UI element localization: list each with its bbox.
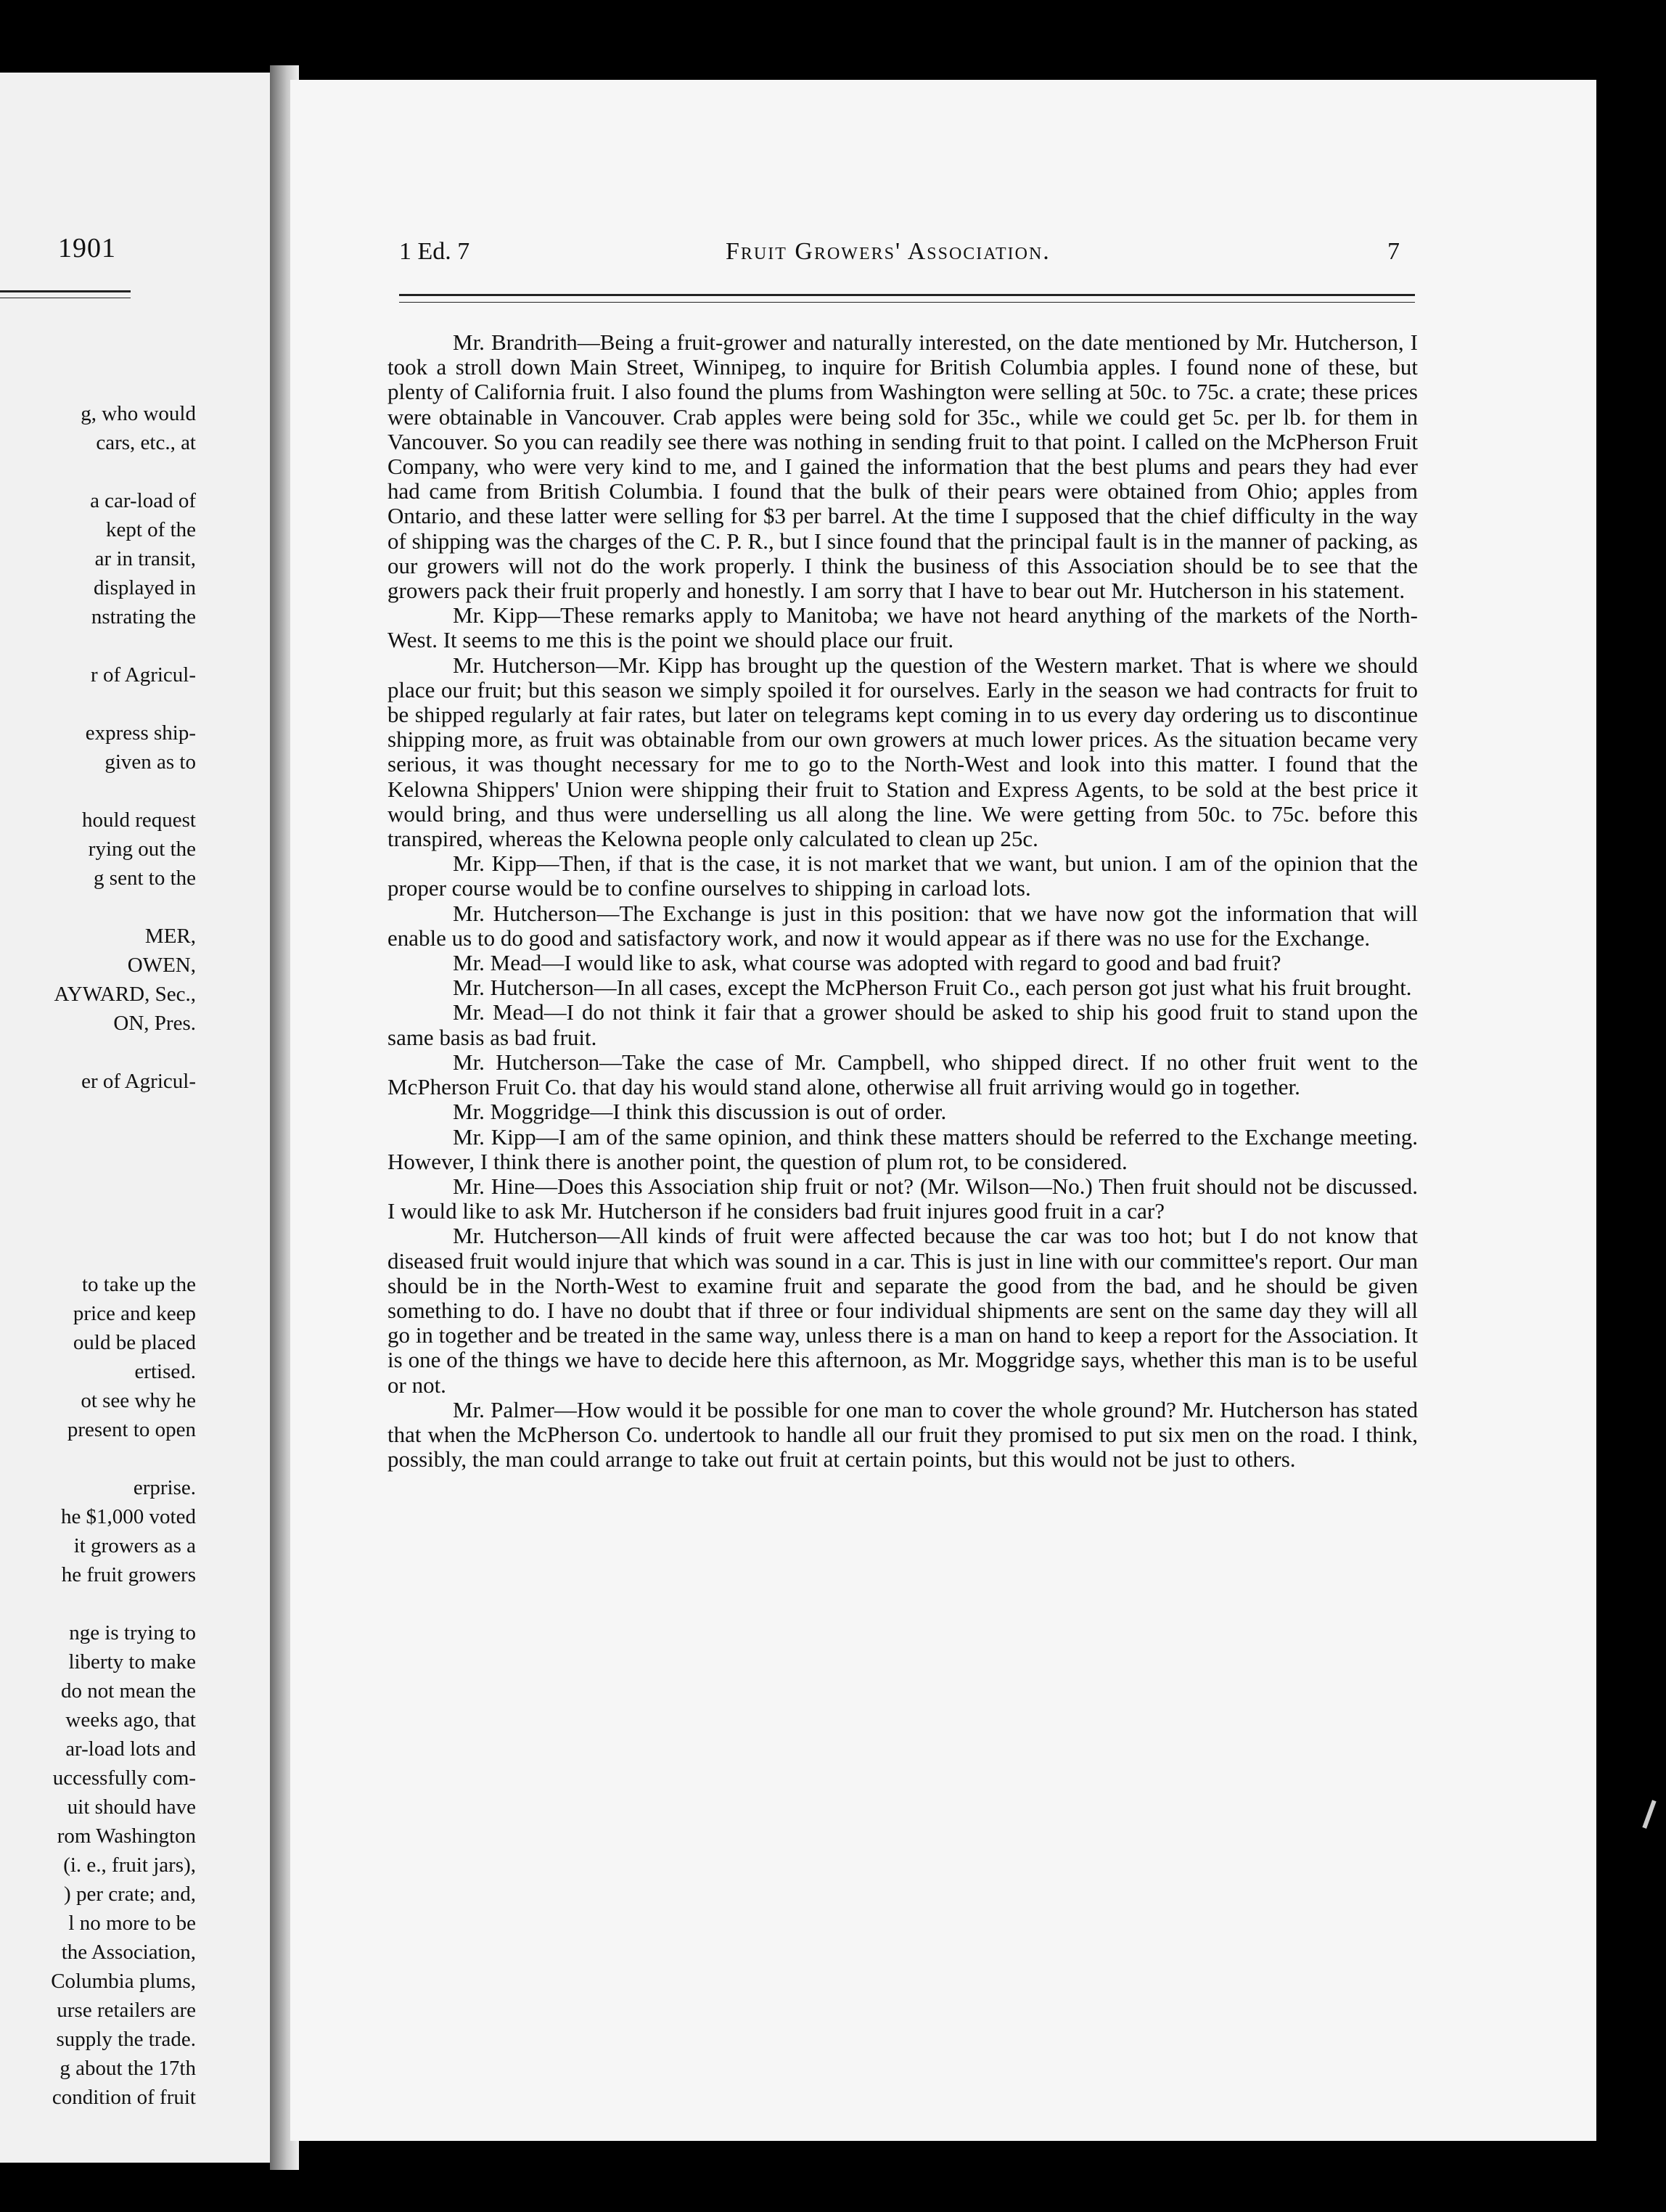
- speech-paragraph: Mr. Hutcherson—Mr. Kipp has brought up the question of the Western market. That is where we should place our fruit; but this season we simply spoiled it for ourselves. Early in the season we had contracts for fruit to be shipped regularly at fair rates, but later on telegrams kept coming in to us every day ordering us to discontinue shipping more, as fruit was obtainable from our own growers at much lower prices. As the situation became very serious, it was thought necessary for me to go to the North-West and look into this matter. I found that the Kelowna Shippers' Union were shipping their fruit to Station and Express Agents, to be sold at the best price it would bring, and thus were underselling us all along the line. We were getting from 50c. to 75c. before this transpired, whereas the Kelowna people only calculated to clean up 25c.: [387, 652, 1418, 852]
- left-text-line: a car-load of: [90, 489, 196, 512]
- left-text-line: to take up the: [81, 1273, 196, 1296]
- left-text-line: r of Agricul-: [91, 663, 196, 687]
- left-text-line: the Association,: [61, 1941, 196, 1964]
- speech-paragraph: Mr. Hutcherson—The Exchange is just in this position: that we have now got the information that will enable us to do good and satisfactory work, and now it would appear as if there was no use for the Exchange.: [387, 900, 1418, 951]
- left-text-line: OWEN,: [127, 954, 196, 977]
- left-text-line: ot see why he: [81, 1389, 196, 1412]
- left-text-line: [0, 457, 196, 486]
- left-text-line: do not mean the: [60, 1679, 196, 1703]
- left-text-line: ) per crate; and,: [64, 1883, 196, 1906]
- left-text-line: nge is trying to: [69, 1621, 196, 1644]
- left-text-line: [0, 1183, 196, 1212]
- left-text-line: [0, 1444, 196, 1473]
- left-text-line: AYWARD, Sec.,: [54, 983, 196, 1006]
- left-text-line: [0, 1038, 196, 1067]
- left-text-line: [0, 1125, 196, 1154]
- left-text-line: weeks ago, that: [65, 1708, 196, 1732]
- left-text-line: supply the trade.: [56, 2028, 196, 2051]
- speech-paragraph: Mr. Hutcherson—In all cases, except the McPherson Fruit Co., each person got just what his fruit brought.: [453, 975, 1412, 1001]
- left-text-line: present to open: [67, 1418, 196, 1441]
- left-text-line: given as to: [104, 750, 196, 774]
- speech-paragraph: Mr. Hutcherson—Take the case of Mr. Campbell, who shipped direct. If no other fruit went to the McPherson Fruit Co. that day his would stand alone, otherwise all fruit arriving would go in together.: [387, 1049, 1418, 1100]
- speech-paragraph: Mr. Kipp—Then, if that is the case, it is not market that we want, but union. I am of the opinion that the proper course would be to confine ourselves to shipping in carload lots.: [387, 851, 1418, 901]
- speech-paragraph: Mr. Hine—Does this Association ship fruit or not? (Mr. Wilson—No.) Then fruit should not be discussed. I would like to ask Mr. Hutcherson if he considers bad fruit injures good fruit in a car?: [387, 1173, 1418, 1224]
- speech-paragraph: Mr. Mead—I would like to ask, what course was adopted with regard to good and bad fruit?: [453, 950, 1281, 976]
- running-head: [290, 238, 1596, 274]
- left-text-line: l no more to be: [68, 1912, 196, 1935]
- left-text-line: (i. e., fruit jars),: [63, 1853, 196, 1877]
- left-text-line: [0, 1212, 196, 1241]
- speech-paragraph: Mr. Palmer—How would it be possible for one man to cover the whole ground? Mr. Hutcherson has stated that when the McPherson Co. undertook to handle all our fruit they promised to put six men on the road. I think, possibly, the man could arrange to take out fruit at certain points, but this would not be just to others.: [387, 1396, 1418, 1472]
- speech-paragraph: Mr. Brandrith—Being a fruit-grower and naturally interested, on the date mentioned by Mr. Hutcherson, I took a stroll down Main Street, Winnipeg, to inquire for British Columbia apples. I found none of these, but plenty of California fruit. I also found the plums from Washington were selling at 50c. to 75c. a crate; these prices were obtainable in Vancouver. Crab apples were being sold for 35c., while we could get 5c. per lb. for them in Vancouver. So you can readily see there was nothing in sending fruit to that point. I called on the McPherson Fruit Company, who were very kind to me, and I gained the information that the best plums and pears they had ever had came from British Columbia. I found that the bulk of their pears were obtained from Ohio; apples from Ontario, and these latter were selling for $3 per barrel. At the time I supposed that the chief difficulty in the way of shipping was the charges of the C. P. R., but I since found that the principal fault is in the manner of packing, as our growers will not do the work properly. I think the business of this Association should be to see that the growers pack their fruit properly and honestly. I am sorry that I have to bear out Mr. Hutcherson in his statement.: [387, 329, 1418, 604]
- left-text-line: ar-load lots and: [65, 1737, 196, 1761]
- speech-paragraph: Mr. Mead—I do not think it fair that a grower should be asked to ship his good fruit to stand upon the same basis as bad fruit.: [387, 999, 1418, 1050]
- left-text-line: [0, 1241, 196, 1270]
- speech-paragraph: Mr. Moggridge—I think this discussion is out of order.: [453, 1099, 947, 1125]
- left-text-line: condition of fruit: [52, 2086, 196, 2109]
- left-text-line: erprise.: [133, 1476, 196, 1499]
- left-text-line: er of Agricul-: [81, 1070, 196, 1093]
- left-text-line: g sent to the: [94, 867, 196, 890]
- speech-paragraph: Mr. Kipp—These remarks apply to Manitoba; we have not heard anything of the markets of the North-West. It seems to me this is the point we should place our fruit.: [387, 602, 1418, 653]
- main-page: [290, 80, 1596, 2141]
- left-text-line: it growers as a: [73, 1534, 196, 1557]
- left-text-line: ON, Pres.: [113, 1012, 196, 1035]
- left-text-line: Columbia plums,: [51, 1970, 196, 1993]
- left-text-line: he $1,000 voted: [60, 1505, 196, 1528]
- left-text-line: uccessfully com-: [52, 1766, 196, 1790]
- left-text-line: nstrating the: [91, 605, 196, 628]
- body-text: [387, 330, 1418, 1472]
- left-text-line: kept of the: [105, 518, 196, 541]
- left-text-line: he fruit growers: [61, 1563, 196, 1586]
- left-text-line: [0, 631, 196, 660]
- left-text-line: MER,: [144, 925, 196, 948]
- left-text-line: [0, 1154, 196, 1183]
- page-number: 7: [1387, 238, 1400, 265]
- left-rule-top: [0, 290, 131, 292]
- left-text-line: displayed in: [94, 576, 196, 599]
- left-text-line: [0, 1589, 196, 1618]
- left-text-line: [0, 1096, 196, 1125]
- speech-paragraph: Mr. Kipp—I am of the same opinion, and think these matters should be referred to the Exchange meeting. However, I think there is another point, the question of plum rot, to be considered.: [387, 1123, 1418, 1174]
- left-text-line: express ship-: [85, 721, 196, 745]
- left-text-line: [0, 777, 196, 806]
- running-title: Fruit Growers' Association.: [726, 238, 1051, 265]
- scan-mark: [1642, 1800, 1656, 1829]
- left-text-line: ar in transit,: [94, 547, 196, 570]
- left-text-line: ertised.: [134, 1360, 196, 1383]
- left-text-line: g about the 17th: [60, 2057, 196, 2080]
- left-text-line: rom Washington: [57, 1824, 196, 1848]
- left-page-text: [0, 399, 196, 2112]
- left-text-line: hould request: [81, 808, 196, 832]
- left-page-year: 1901: [58, 233, 116, 263]
- left-text-line: uit should have: [67, 1795, 196, 1819]
- left-text-line: [0, 893, 196, 922]
- left-text-line: g, who would: [81, 402, 196, 425]
- session-label: 1 Ed. 7: [399, 238, 470, 265]
- left-text-line: [0, 689, 196, 718]
- left-text-line: price and keep: [73, 1302, 196, 1325]
- left-facing-page: [0, 73, 270, 2163]
- left-text-line: cars, etc., at: [96, 431, 196, 454]
- header-rule-thick: [399, 294, 1415, 296]
- left-text-line: rying out the: [88, 837, 196, 861]
- left-text-line: urse retailers are: [57, 1999, 196, 2022]
- header-rule-thin: [399, 302, 1415, 303]
- speech-paragraph: Mr. Hutcherson—All kinds of fruit were affected because the car was too hot; but I do not know that diseased fruit would injure that which was sound in a car. This is just in line with our committee's report. Our man should be in the North-West to examine fruit and separate the good from the bad, and he should be given something to do. I have no doubt that if three or four individual shipments are sent on the same day they will all go in together and be treated in the same way, unless there is a man on hand to keep a report for the Association. It is one of the things we have to decide here this afternoon, as Mr. Moggridge says, whether this man is to be useful or not.: [387, 1223, 1418, 1398]
- left-text-line: liberty to make: [68, 1650, 196, 1674]
- left-text-line: ould be placed: [73, 1331, 196, 1354]
